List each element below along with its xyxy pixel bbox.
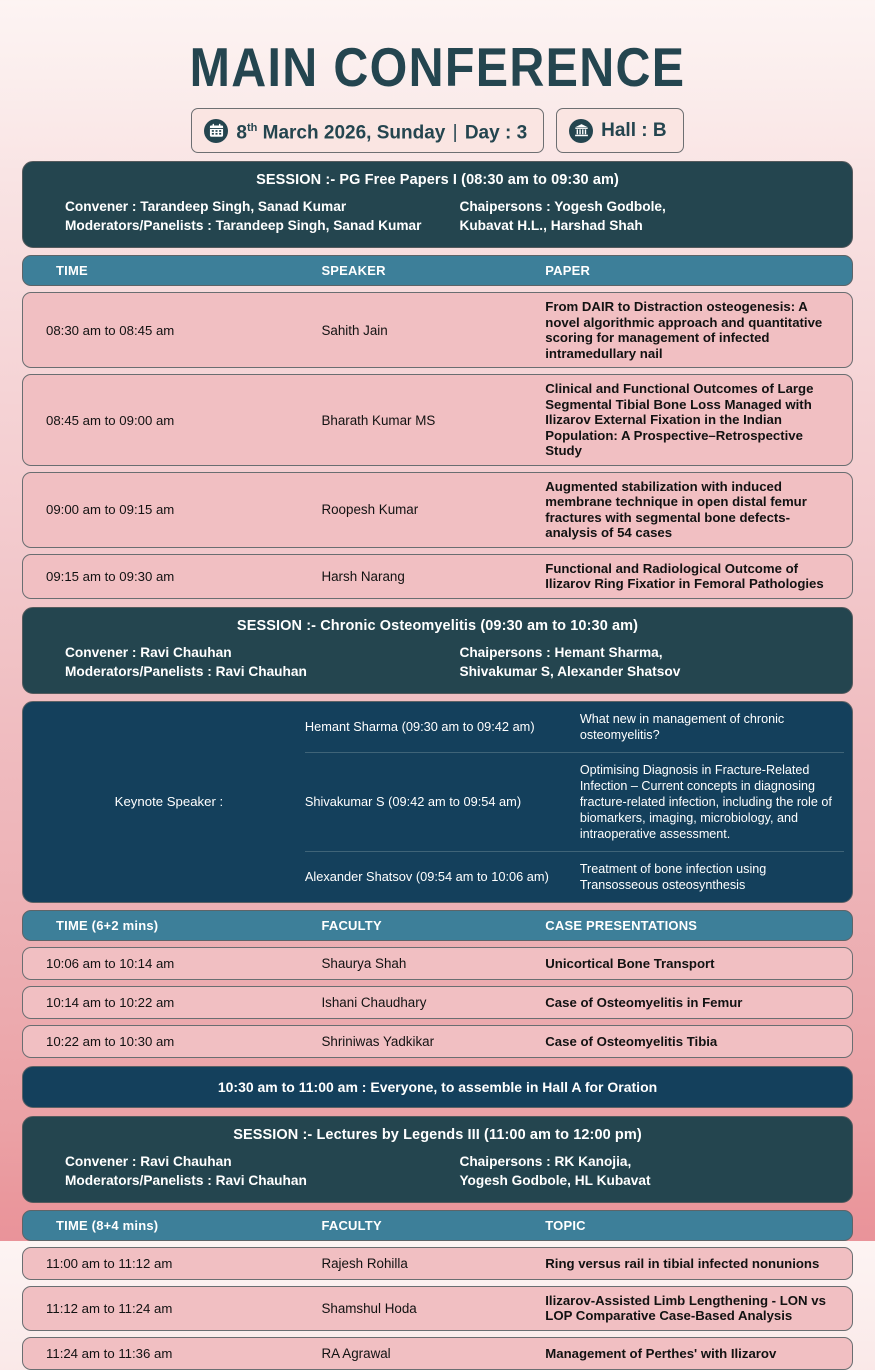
date-day: 8 xyxy=(236,122,247,144)
row-speaker: Harsh Narang xyxy=(321,568,405,584)
hall-badge-label: Hall : B xyxy=(601,119,667,141)
row-time: 11:12 am to 11:24 am xyxy=(46,1300,173,1316)
convener-line: Convener : Tarandeep Singh, Sanad Kumar xyxy=(65,199,347,215)
keynote-entry xyxy=(305,702,844,752)
row-topic: Ring versus rail in tibial infected nonunions xyxy=(545,1255,820,1271)
page-header xyxy=(22,0,853,153)
table-row xyxy=(22,1247,853,1280)
keynote-speaker-name: Shivakumar S (09:42 am to 09:54 am) xyxy=(304,793,522,809)
row-time: 10:06 am to 10:14 am xyxy=(46,955,175,971)
session-details xyxy=(39,197,836,235)
chairpersons-line-2: Yogesh Godbole, HL Kubavat xyxy=(459,1172,651,1188)
page-title: MAIN CONFERENCE xyxy=(189,36,686,98)
session-chairpersons xyxy=(453,1152,836,1190)
keynote-entry xyxy=(305,752,844,851)
keynote-rows xyxy=(305,702,852,902)
row-time: 08:30 am to 08:45 am xyxy=(46,322,175,338)
row-topic: Management of Perthes' with Ilizarov xyxy=(545,1345,777,1361)
table-row xyxy=(22,947,853,980)
session-header-1 xyxy=(22,161,853,248)
column-header-faculty: FACULTY xyxy=(321,1217,382,1233)
chairpersons-line-1: Chaipersons : Yogesh Godbole, xyxy=(459,199,666,215)
day-number-label: Day : 3 xyxy=(464,122,528,144)
table-header-3 xyxy=(22,1210,853,1241)
column-header-time: TIME (8+4 mins) xyxy=(56,1217,159,1233)
session-organisers xyxy=(39,1152,453,1190)
session-title: SESSION :- Lectures by Legends III (11:00 am to 12:00 pm) xyxy=(233,1126,642,1143)
date-ordinal: th xyxy=(246,122,258,134)
row-paper: Clinical and Functional Outcomes of Large Segmental Tibial Bone Loss Managed with Ilizarov External Fixation in the Indian Population: A Prospective–Retrospective Study xyxy=(545,381,814,459)
row-speaker: Roopesh Kumar xyxy=(321,502,419,518)
moderators-line: Moderators/Panelists : Ravi Chauhan xyxy=(65,1172,307,1188)
table-row xyxy=(22,1025,853,1058)
session-block-2 xyxy=(22,607,853,1058)
session-block-1 xyxy=(22,161,853,599)
column-header-time: TIME (6+2 mins) xyxy=(56,917,159,933)
session-header-3 xyxy=(22,1116,853,1203)
notice-block xyxy=(22,1066,853,1108)
row-paper: Functional and Radiological Outcome of Ilizarov Ring Fixatior in Femoral Pathologies xyxy=(545,560,824,592)
row-time: 09:15 am to 09:30 am xyxy=(46,568,175,584)
oration-notice: 10:30 am to 11:00 am : Everyone, to assemble in Hall A for Oration xyxy=(22,1066,853,1108)
session-details xyxy=(39,1152,836,1190)
keynote-topic: Treatment of bone infection using Transosseous osteosynthesis xyxy=(579,861,767,892)
row-time: 10:22 am to 10:30 am xyxy=(46,1033,175,1049)
table-row xyxy=(22,554,853,599)
row-speaker: Bharath Kumar MS xyxy=(321,412,436,428)
session-block-3 xyxy=(22,1116,853,1370)
table-row xyxy=(22,472,853,548)
convener-line: Convener : Ravi Chauhan xyxy=(65,1153,232,1169)
chairpersons-line-1: Chaipersons : RK Kanojia, xyxy=(459,1153,632,1169)
column-header-case-presentations: CASE PRESENTATIONS xyxy=(545,917,698,933)
column-header-topic: TOPIC xyxy=(545,1217,586,1233)
chairpersons-line-2: Kubavat H.L., Harshad Shah xyxy=(459,218,643,234)
row-paper: Augmented stabilization with induced membrane technique in open distal femur fractures with segmental bone defects- analysis of 54 cases xyxy=(545,478,807,541)
keynote-block xyxy=(22,701,853,903)
session-chairpersons xyxy=(453,643,836,681)
session-header-2 xyxy=(22,607,853,694)
row-time: 10:14 am to 10:22 am xyxy=(46,994,175,1010)
table-row xyxy=(22,374,853,466)
keynote-topic: What new in management of chronic osteomyelitis? xyxy=(579,711,785,742)
table-row xyxy=(22,292,853,368)
session-title: SESSION :- PG Free Papers I (08:30 am to 09:30 am) xyxy=(256,172,619,189)
building-icon xyxy=(569,119,593,143)
row-speaker: Sahith Jain xyxy=(321,322,388,338)
chairpersons-line-1: Chaipersons : Hemant Sharma, xyxy=(459,644,663,660)
table-row xyxy=(22,1286,853,1331)
keynote-label: Keynote Speaker : xyxy=(114,794,224,810)
keynote-speaker-name: Hemant Sharma (09:30 am to 09:42 am) xyxy=(304,718,535,734)
table-row xyxy=(22,1337,853,1370)
column-header-speaker: SPEAKER xyxy=(321,263,386,279)
session-details xyxy=(39,643,836,681)
table-header-1 xyxy=(22,255,853,286)
session-organisers xyxy=(39,197,453,235)
row-paper: From DAIR to Distraction osteogenesis: A novel algorithmic approach and quantitative scoring for management of infected intramedullary nail xyxy=(545,299,823,361)
row-faculty: Shamshul Hoda xyxy=(321,1300,417,1316)
moderators-line: Moderators/Panelists : Ravi Chauhan xyxy=(65,663,307,679)
row-faculty: Shaurya Shah xyxy=(321,955,407,971)
keynote-entry xyxy=(305,851,844,902)
column-header-faculty: FACULTY xyxy=(321,917,382,933)
row-time: 11:24 am to 11:36 am xyxy=(46,1345,173,1361)
date-rest: March 2026, Sunday xyxy=(257,122,446,144)
keynote-topic: Optimising Diagnosis in Fracture-Related Infection – Current concepts in diagnosing fracture-related infection, including the role of biomarkers, imaging, microbiology, and intraoperative assessment. xyxy=(579,762,832,841)
row-faculty: RA Agrawal xyxy=(321,1345,391,1361)
moderators-line: Moderators/Panelists : Tarandeep Singh, Sanad Kumar xyxy=(65,218,422,234)
hall-badge xyxy=(556,108,683,153)
row-faculty: Ishani Chaudhary xyxy=(321,994,427,1010)
date-badge xyxy=(191,108,544,153)
row-faculty: Rajesh Rohilla xyxy=(321,1255,408,1271)
badge-row xyxy=(22,108,853,153)
table-header-2 xyxy=(22,910,853,941)
row-time: 11:00 am to 11:12 am xyxy=(46,1255,173,1271)
row-time: 08:45 am to 09:00 am xyxy=(46,412,175,428)
column-header-time: TIME xyxy=(56,263,88,279)
date-badge-text xyxy=(236,117,527,144)
row-time: 09:00 am to 09:15 am xyxy=(46,502,175,518)
row-case-presentation: Unicortical Bone Transport xyxy=(545,955,715,971)
calendar-icon xyxy=(204,119,228,143)
convener-line: Convener : Ravi Chauhan xyxy=(65,644,232,660)
row-faculty: Shriniwas Yadkikar xyxy=(321,1033,435,1049)
session-chairpersons xyxy=(453,197,836,235)
row-case-presentation: Case of Osteomyelitis in Femur xyxy=(545,994,743,1010)
session-organisers xyxy=(39,643,453,681)
table-row xyxy=(22,986,853,1019)
row-topic: Ilizarov-Assisted Limb Lengthening - LON vs LOP Comparative Case-Based Analysis xyxy=(545,1292,826,1324)
row-case-presentation: Case of Osteomyelitis Tibia xyxy=(545,1033,718,1049)
column-header-paper: PAPER xyxy=(545,263,591,279)
keynote-speaker-name: Alexander Shatsov (09:54 am to 10:06 am) xyxy=(304,868,549,884)
date-separator: | xyxy=(452,122,458,144)
chairpersons-line-2: Shivakumar S, Alexander Shatsov xyxy=(459,663,681,679)
session-title: SESSION :- Chronic Osteomyelitis (09:30 am to 10:30 am) xyxy=(236,617,639,634)
